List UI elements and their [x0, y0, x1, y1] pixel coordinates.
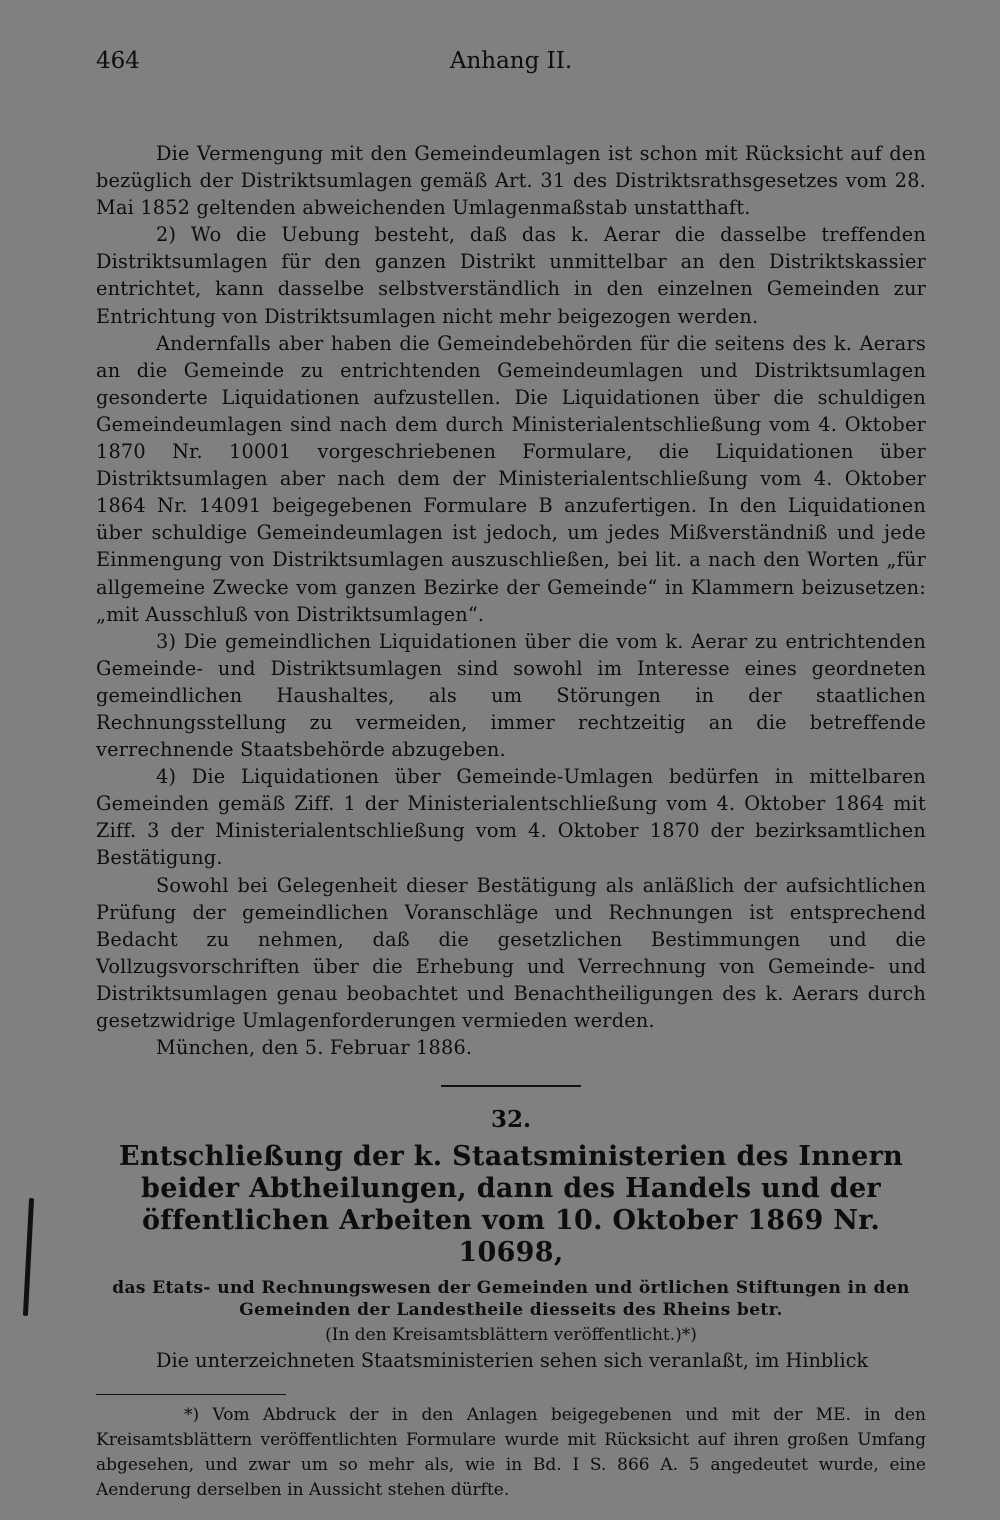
paragraph-1: Die Vermengung mit den Gemeindeumlagen ist schon mit Rücksicht auf den bezüglich der Distriktsumlagen gemäß Art. 31 des Distriktsrathsgesetzes vom 28. Mai 1852 geltenden abweichenden Umlagenmaßstab unstatthaft. — [96, 142, 926, 220]
paragraph-3: Andernfalls aber haben die Gemeindebehörden für die seitens des k. Aerars an die Gemeinde zu entrichtenden Gemeindeumlagen und Distriktsumlagen gesonderte Liquidationen aufzustellen. Die Liquidationen über die schuldigen Gemeindeumlagen sind nach dem durch Ministerialentschließung vom 4. Oktober 1870 Nr. 10001 vorgeschriebenen Formulare, die Liquidationen über Distriktsumlagen aber nach dem der Ministerialentschließung vom 4. Oktober 1864 Nr. 14091 beigegebenen Formulare B anzufertigen. In den Liquidationen über schuldige Gemeindeumlagen ist jedoch, um jedes Mißverständniß und jede Einmengung von Distriktsumlagen auszuschließen, bei lit. a nach den Worten „für allgemeine Zwecke vom ganzen Bezirke der Gemeinde“ in Klammern beizusetzen: „mit Ausschluß von Distriktsumlagen“. — [96, 331, 926, 626]
section-divider — [441, 1085, 581, 1087]
footnote-rule — [96, 1394, 286, 1395]
margin-pen-mark — [23, 1198, 34, 1316]
page-number: 464 — [96, 48, 140, 74]
section-title: Entschließung der k. Staatsministerien des Innern beider Abtheilungen, dann des Handels und der öffentlichen Arbeiten vom 10. Oktober 1869 Nr. 10698, — [118, 1141, 904, 1269]
paragraph-2: 2) Wo die Uebung besteht, daß das k. Aerar die dasselbe treffenden Distriktsumlagen für den ganzen Distrikt unmittelbar an den Distriktskassier entrichtet, kann dasselbe selbstverständlich in den einzelnen Gemeinden zur Entrichtung von Distriktsumlagen nicht mehr beigezogen werden. — [96, 223, 926, 328]
footnote: *) Vom Abdruck der in den Anlagen beigegebenen und mit der ME. in den Kreisamtsblättern veröffentlichten Formulare wurde mit Rücksicht auf ihren großen Umfang abgesehen, und zwar um so mehr als, wie in Bd. I S. 866 A. 5 angedeutet wurde, eine Aenderung derselben in Aussicht stehen dürfte. — [96, 1405, 926, 1501]
running-title: Anhang II. — [449, 48, 573, 74]
paragraph-5: 4) Die Liquidationen über Gemeinde-Umlagen bedürfen in mittelbaren Gemeinden gemäß Ziff. 1 der Ministerialentschließung vom 4. Oktober 1864 mit Ziff. 3 der Ministerialentschließung vom 4. Oktober 1870 der bezirksamtlichen Bestätigung. — [96, 765, 926, 870]
publication-note: (In den Kreisamtsblättern veröffentlicht.)*) — [325, 1325, 697, 1346]
paragraph-4: 3) Die gemeindlichen Liquidationen über die vom k. Aerar zu entrichtenden Gemeinde- und Distriktsumlagen sind sowohl im Interesse eines geordneten gemeindlichen Haushaltes, als um Störungen in der staatlichen Rechnungsstellung zu vermeiden, immer rechtzeitig an die betreffende verrechnende Staatsbehörde abzugeben. — [96, 629, 926, 762]
section-number: 32. — [490, 1106, 531, 1134]
section-subtitle: das Etats- und Rechnungswesen der Gemeinden und örtlichen Stiftungen in den Gemeinden der Landestheile diesseits des Rheins betr. — [112, 1278, 910, 1321]
date-line: München, den 5. Februar 1886. — [156, 1036, 473, 1060]
book-page — [96, 40, 926, 1520]
page-header — [96, 40, 926, 80]
section-body-start: Die unterzeichneten Staatsministerien sehen sich veranlaßt, im Hinblick — [156, 1349, 869, 1373]
body-text — [96, 140, 926, 1061]
paragraph-6: Sowohl bei Gelegenheit dieser Bestätigung als anläßlich der aufsichtlichen Prüfung der gemeindlichen Voranschläge und Rechnungen ist entsprechend Bedacht zu nehmen, daß die gesetzlichen Bestimmungen und die Vollzugsvorschriften über die Erhebung und Verrechnung von Gemeinde- und Distriktsumlagen genau beobachtet und Benachtheiligungen des k. Aerars durch gesetzwidrige Umlagenforderungen vermieden werden. — [96, 873, 926, 1032]
